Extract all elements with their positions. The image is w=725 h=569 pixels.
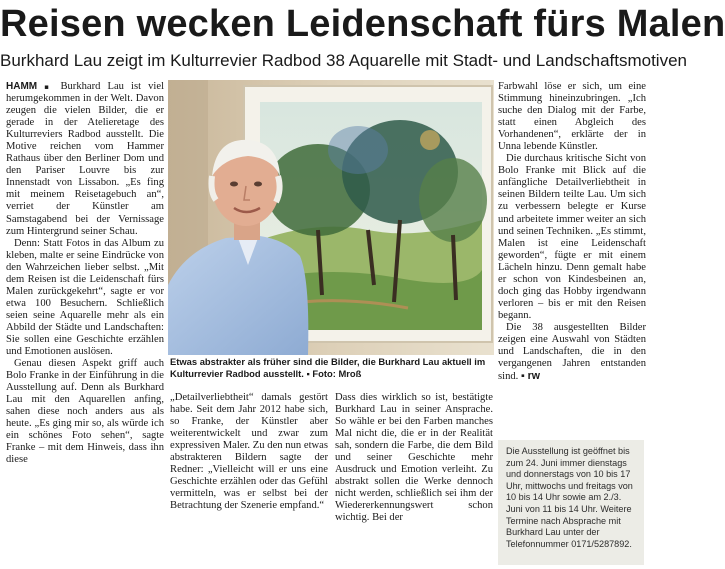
author-mark: ▪ rw <box>520 370 541 383</box>
article-column-4 <box>498 81 646 436</box>
article-column-2 <box>170 392 328 562</box>
paragraph: Dass dies wirklich so ist, bestätigte Burkhard Lau in seiner Ansprache. So wähle er bei den Farben manches Mal nicht die, die er in der Realität sah, sondern die Farbe, die dem Bild und seiner Geschichte mehr Ausdruck und Emotion verleiht. Zu abstrakt sollen die Werke dennoch nicht werden, schließlich sei ihm der Wiedererkennungswert schon wichtig. Bei der <box>335 392 493 524</box>
paragraph <box>6 81 164 238</box>
info-box-text: Die Ausstellung ist geöffnet bis zum 24. Juni immer dienstags und donnerstags von 10 bis 17 Uhr, mittwochs und freitags von 10 bis 14 Uhr sowie am 2./3. Juni von 11 bis 14 Uhr. Weitere Termine nach Absprache mit Burkhard Lau unter der Telefonnummer 0171/5287892. <box>506 446 633 549</box>
paragraph: Farbwahl löse er sich, um eine Stimmung hineinzubringen. „Ich suche den Dialog mit der Farbe, statt einen Abgleich des Vorhandenen“, erklärte der in Unna lebende Künstler. <box>498 81 646 153</box>
article-column-3 <box>335 392 493 562</box>
article-column-1 <box>6 81 164 567</box>
paragraph: Die durchaus kritische Sicht von Bolo Franke mit Blick auf die anfängliche Detailverliebtheit in seinen Bildern teilte Lau. Um sich zu verbessern belegte er Kurse und arbeitete immer weiter an sich und seinen Techniken. „Es stimmt, Malen ist eine Leidenschaft geworden“, fügte er mit einem Lächeln hinzu. Denn gemalt habe er schon von Kindesbeinen an, doch ging das Hobby irgendwann verloren – bis er mit den Reisen begann. <box>498 153 646 321</box>
dateline-bullet: ▪ <box>44 83 54 91</box>
photo-caption: Etwas abstrakter als früher sind die Bilder, die Burkhard Lau aktuell im Kulturrevier Radbod ausstellt. ▪ Foto: Mroß <box>170 356 486 379</box>
paragraph-text: Burkhard Lau ist viel herumgekommen in der Welt. Davon zeugen die vielen Bilder, die er gerade in der Atelieretage des Kulturreviers Radbod ausstellt. Die Motive reichen vom Hammer Rathaus über den Berliner Dom und den Pariser Louvre bis zur Innenstadt von Lissabon. „Es fing mit meinem Reisetagebuch an“, verriet der Künstler am Samstagabend bei der Vernissage zum Hintergrund seiner Schau. <box>6 81 165 237</box>
article-photo <box>168 80 494 355</box>
dateline: HAMM <box>6 81 38 92</box>
subheadline: Burkhard Lau zeigt im Kulturrevier Radbod 38 Aquarelle mit Stadt- und Landschaftsmotiven <box>0 51 687 70</box>
photo-artist-with-painting <box>168 80 494 355</box>
headline: Reisen wecken Leidenschaft fürs Malen <box>0 3 725 45</box>
paragraph-text: Die 38 ausgestellten Bilder zeigen eine Auswahl von Städten und Landschaften, die in den vergangenen Jahren entstanden sind. <box>498 321 646 383</box>
paragraph: Genau diesen Aspekt griff auch Bolo Franke in der Einführung in die Ausstellung auf. Denn als Burkhard Lau mit den Aquarellen anfing, sahen diese noch anders aus als heute. „Es ging mir so, als würde ich ein schönes Foto sehen“, sagte Franke – mit dem Hinweis, dass ihn diese <box>6 358 164 466</box>
paragraph <box>498 322 646 383</box>
paragraph: „Detailverliebtheit“ damals gestört habe. Seit dem Jahr 2012 habe sich, so Franke, der Künstler aber weiterentwickelt und zwar zum expressiven Maler. Zu den nun etwas abstrakteren Bildern sagte der Redner: „Vielleicht will er uns eine Geschichte erzählen oder das Gefühl vermitteln, was er selbst bei der Betrachtung der Szenerie empfand.“ <box>170 392 328 512</box>
paragraph: Denn: Statt Fotos in das Album zu kleben, malte er seine Eindrücke von den Wahrzeichen lieber selbst. „Mit dem Reisen ist die Leidenschaft fürs Malen zurückgekehrt“, sagte er vor etwa 100 Besuchern. Schließlich seien seine Aquarelle mehr als ein Abbild der Städte und Landschaften: Sie sollen eine Geschichte erzählen und Emotionen auslösen. <box>6 237 164 358</box>
